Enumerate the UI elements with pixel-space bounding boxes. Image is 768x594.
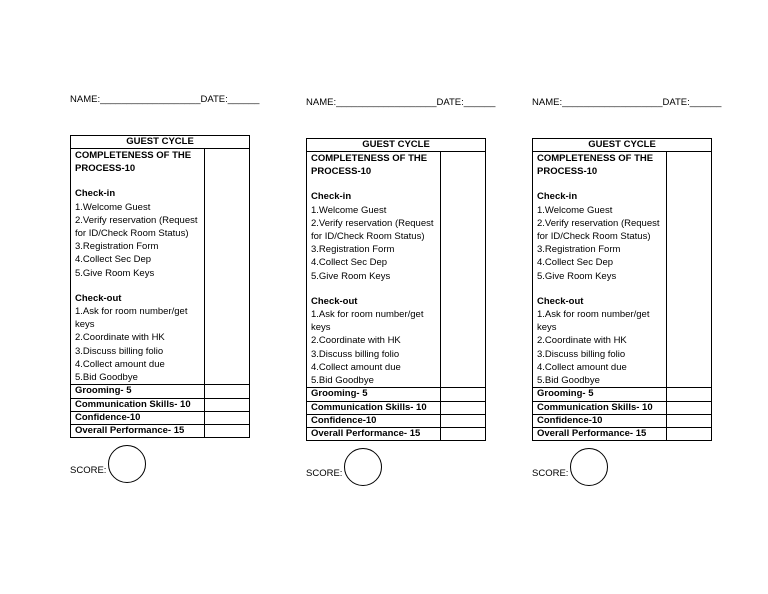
- criterion-confidence: Confidence-10: [307, 414, 441, 427]
- checklist-item: 1.Ask for room number/get keys: [537, 309, 650, 334]
- checklist-item: 5.Give Room Keys: [75, 267, 155, 279]
- checklist-item: 1.Ask for room number/get keys: [311, 309, 424, 334]
- checklist-item: 4.Collect amount due: [311, 361, 401, 373]
- checklist-item: 3.Discuss billing folio: [537, 348, 626, 360]
- section-title: COMPLETENESS OF THE PROCESS-10: [537, 153, 654, 178]
- checklist-item: 5.Bid Goodbye: [311, 375, 374, 387]
- score-circle[interactable]: [344, 448, 382, 486]
- criterion-grooming: Grooming- 5: [71, 385, 205, 398]
- process-cell: [71, 149, 205, 385]
- criterion-communication: Communication Skills- 10: [307, 401, 441, 414]
- checklist-item: 4.Collect Sec Dep: [537, 257, 614, 269]
- criterion-confidence: Confidence-10: [71, 411, 205, 424]
- score-row: [306, 448, 486, 488]
- checkin-heading: Check-in: [311, 191, 352, 203]
- score-cell[interactable]: [441, 152, 486, 388]
- score-cell[interactable]: [205, 149, 250, 385]
- score-cell[interactable]: [441, 388, 486, 401]
- process-cell: [533, 152, 667, 388]
- score-cell[interactable]: [667, 152, 712, 388]
- score-circle[interactable]: [108, 445, 146, 483]
- checklist-item: 2.Coordinate with HK: [537, 335, 627, 347]
- table-title: GUEST CYCLE: [533, 139, 712, 152]
- checklist-item: 4.Collect amount due: [75, 358, 165, 370]
- criterion-overall: Overall Performance- 15: [307, 428, 441, 441]
- guest-cycle-table: [70, 135, 250, 438]
- checklist-item: 1.Welcome Guest: [75, 201, 151, 213]
- checklist-item: 2.Verify reservation (Request for ID/Check Room Status): [311, 217, 434, 243]
- table-title: GUEST CYCLE: [71, 136, 250, 149]
- score-label: SCORE:: [306, 468, 343, 480]
- checklist-item: 1.Welcome Guest: [537, 204, 613, 216]
- name-date-line: NAME:___________________DATE:______: [532, 97, 722, 108]
- checklist-item: 1.Ask for room number/get keys: [75, 306, 188, 331]
- guest-cycle-table: [532, 138, 712, 441]
- score-cell[interactable]: [441, 401, 486, 414]
- evaluation-card-3: [532, 96, 722, 488]
- score-cell[interactable]: [205, 398, 250, 411]
- checklist-item: 3.Discuss billing folio: [311, 348, 400, 360]
- score-cell[interactable]: [205, 411, 250, 424]
- score-cell[interactable]: [667, 401, 712, 414]
- evaluation-card-1: [70, 93, 260, 485]
- checklist-item: 3.Discuss billing folio: [75, 345, 164, 357]
- criterion-grooming: Grooming- 5: [307, 388, 441, 401]
- checklist-item: 3.Registration Form: [75, 241, 159, 253]
- score-cell[interactable]: [667, 414, 712, 427]
- checklist-item: 1.Welcome Guest: [311, 204, 387, 216]
- name-date-line: NAME:___________________DATE:______: [70, 94, 260, 105]
- checkin-heading: Check-in: [75, 188, 116, 200]
- table-title: GUEST CYCLE: [307, 139, 486, 152]
- criterion-confidence: Confidence-10: [533, 414, 667, 427]
- checklist-item: 2.Coordinate with HK: [311, 335, 401, 347]
- criterion-overall: Overall Performance- 15: [533, 428, 667, 441]
- criterion-overall: Overall Performance- 15: [71, 425, 205, 438]
- score-cell[interactable]: [441, 428, 486, 441]
- checklist-item: 3.Registration Form: [537, 244, 621, 256]
- checklist-item: 2.Verify reservation (Request for ID/Check Room Status): [75, 214, 198, 240]
- score-label: SCORE:: [532, 468, 569, 480]
- name-date-line: NAME:___________________DATE:______: [306, 97, 496, 108]
- checklist-item: 5.Give Room Keys: [311, 270, 391, 282]
- checklist-item: 5.Bid Goodbye: [537, 375, 600, 387]
- checklist-item: 4.Collect amount due: [537, 361, 627, 373]
- checklist-item: 4.Collect Sec Dep: [75, 254, 152, 266]
- score-row: [70, 445, 250, 485]
- score-label: SCORE:: [70, 465, 107, 477]
- checklist-item: 5.Give Room Keys: [537, 270, 617, 282]
- checklist-item: 5.Bid Goodbye: [75, 372, 138, 384]
- score-cell[interactable]: [667, 388, 712, 401]
- checkout-heading: Check-out: [537, 295, 584, 307]
- checklist-item: 2.Verify reservation (Request for ID/Check Room Status): [537, 217, 660, 243]
- checkout-heading: Check-out: [75, 292, 122, 304]
- section-title: COMPLETENESS OF THE PROCESS-10: [311, 153, 428, 178]
- score-circle[interactable]: [570, 448, 608, 486]
- criterion-grooming: Grooming- 5: [533, 388, 667, 401]
- guest-cycle-table: [306, 138, 486, 441]
- checklist-item: 2.Coordinate with HK: [75, 332, 165, 344]
- checklist-item: 3.Registration Form: [311, 244, 395, 256]
- criterion-communication: Communication Skills- 10: [71, 398, 205, 411]
- process-cell: [307, 152, 441, 388]
- checklist-item: 4.Collect Sec Dep: [311, 257, 388, 269]
- score-cell[interactable]: [441, 414, 486, 427]
- section-title: COMPLETENESS OF THE PROCESS-10: [75, 150, 192, 175]
- score-cell[interactable]: [205, 385, 250, 398]
- checkout-heading: Check-out: [311, 295, 358, 307]
- criterion-communication: Communication Skills- 10: [533, 401, 667, 414]
- checkin-heading: Check-in: [537, 191, 578, 203]
- score-row: [532, 448, 712, 488]
- score-cell[interactable]: [667, 428, 712, 441]
- evaluation-card-2: [306, 96, 496, 488]
- score-cell[interactable]: [205, 425, 250, 438]
